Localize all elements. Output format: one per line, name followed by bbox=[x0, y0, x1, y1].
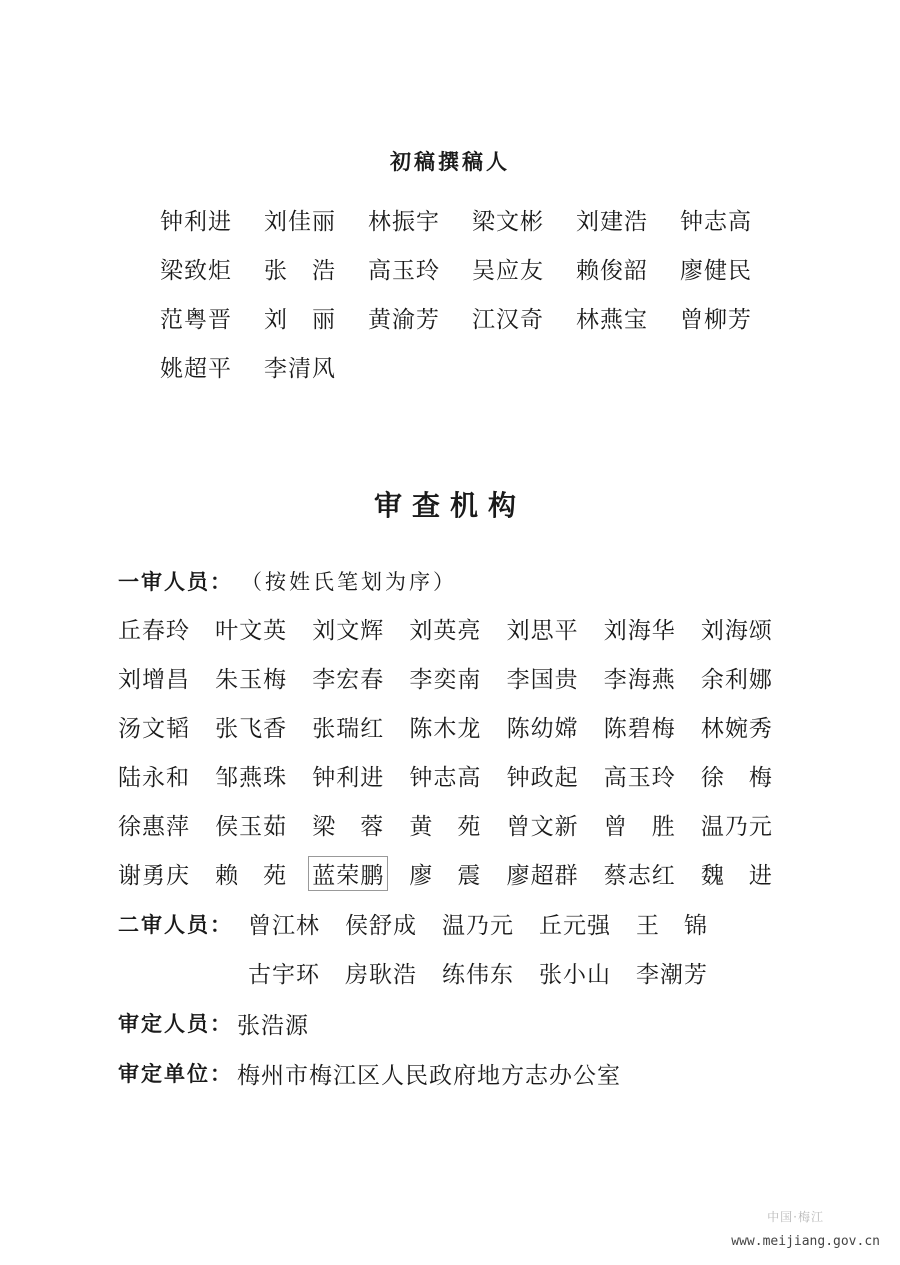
person-name: 李清风 bbox=[264, 356, 336, 382]
person-name: 林振宇 bbox=[368, 209, 440, 235]
second-review-name: 李潮芳 bbox=[636, 962, 708, 988]
second-review-name: 古宇环 bbox=[248, 962, 320, 988]
name-row bbox=[160, 244, 800, 293]
name-row bbox=[118, 702, 798, 751]
person-name: 陈木龙 bbox=[409, 716, 482, 742]
first-review-list bbox=[118, 604, 798, 898]
person-name: 温乃元 bbox=[700, 814, 773, 840]
name-row bbox=[160, 293, 800, 342]
person-name: 曾文新 bbox=[506, 814, 579, 840]
first-review-header bbox=[118, 563, 457, 599]
person-name: 钟政起 bbox=[506, 765, 579, 791]
person-name: 陈幼嫦 bbox=[506, 716, 579, 742]
second-review-name: 练伟东 bbox=[442, 962, 514, 988]
name-row bbox=[118, 800, 798, 849]
person-name: 黄渝芳 bbox=[368, 307, 440, 333]
person-name: 廖超群 bbox=[506, 863, 579, 889]
person-name: 高玉玲 bbox=[603, 765, 676, 791]
footer-url: www.meijiang.gov.cn bbox=[731, 1234, 880, 1249]
person-name: 陆永和 bbox=[118, 765, 190, 791]
person-name: 朱玉梅 bbox=[215, 667, 288, 693]
person-name: 张瑞红 bbox=[312, 716, 385, 742]
second-review-name: 王 锦 bbox=[636, 913, 708, 939]
person-name: 梁 蓉 bbox=[312, 814, 385, 840]
person-name: 陈碧梅 bbox=[603, 716, 676, 742]
unit-label: 审定单位： bbox=[118, 1062, 233, 1086]
person-name: 高玉玲 bbox=[368, 258, 440, 284]
person-name: 江汉奇 bbox=[472, 307, 544, 333]
highlighted-name: 蓝荣鹏 bbox=[308, 856, 388, 891]
person-name: 钟利进 bbox=[160, 209, 232, 235]
person-name: 刘 丽 bbox=[264, 307, 336, 333]
person-name: 钟志高 bbox=[409, 765, 482, 791]
person-name: 曾柳芳 bbox=[680, 307, 752, 333]
person-name: 余利娜 bbox=[700, 667, 773, 693]
person-name: 李宏春 bbox=[312, 667, 385, 693]
second-review-name: 曾江林 bbox=[248, 913, 320, 939]
name-row bbox=[118, 751, 798, 800]
person-name: 赖俊韶 bbox=[576, 258, 648, 284]
person-name: 李海燕 bbox=[603, 667, 676, 693]
approver-label: 审定人员： bbox=[118, 1012, 233, 1036]
person-name: 张飞香 bbox=[215, 716, 288, 742]
review-heading: 审查机构 bbox=[373, 489, 526, 522]
footer-site-name: 中国·梅江 bbox=[767, 1210, 824, 1224]
person-name bbox=[312, 856, 409, 891]
first-review-note: （按姓氏笔划为序） bbox=[241, 570, 457, 594]
person-name: 梁文彬 bbox=[472, 209, 544, 235]
person-name: 范粤晋 bbox=[160, 307, 232, 333]
second-review-name: 侯舒成 bbox=[345, 913, 417, 939]
second-review-label: 二审人员： bbox=[118, 912, 233, 937]
drafters-heading: 初稿撰稿人 bbox=[390, 150, 510, 174]
person-name: 钟志高 bbox=[680, 209, 752, 235]
person-name: 李奕南 bbox=[409, 667, 482, 693]
name-row bbox=[160, 342, 800, 391]
person-name: 钟利进 bbox=[312, 765, 385, 791]
person-name: 刘海颂 bbox=[700, 618, 773, 644]
approver-row bbox=[118, 1003, 309, 1043]
person-name: 刘思平 bbox=[506, 618, 579, 644]
person-name: 梁致炬 bbox=[160, 258, 232, 284]
second-review-line-1 bbox=[118, 899, 733, 948]
person-name: 刘增昌 bbox=[118, 667, 190, 693]
person-name: 赖 苑 bbox=[215, 863, 288, 889]
person-name: 林婉秀 bbox=[700, 716, 773, 742]
second-review-name: 温乃元 bbox=[442, 913, 514, 939]
person-name: 汤文韬 bbox=[118, 716, 190, 742]
second-review-name: 张小山 bbox=[539, 962, 611, 988]
person-name: 李国贵 bbox=[506, 667, 579, 693]
unit-row bbox=[118, 1053, 621, 1093]
second-review-block bbox=[118, 899, 733, 997]
name-row bbox=[160, 195, 800, 244]
person-name: 刘佳丽 bbox=[264, 209, 336, 235]
person-name: 叶文英 bbox=[215, 618, 288, 644]
person-name: 丘春玲 bbox=[118, 618, 190, 644]
drafters-list bbox=[160, 195, 800, 391]
name-row bbox=[118, 849, 798, 898]
person-name: 刘海华 bbox=[603, 618, 676, 644]
unit-value: 梅州市梅江区人民政府地方志办公室 bbox=[237, 1062, 621, 1089]
person-name: 刘文辉 bbox=[312, 618, 385, 644]
person-name: 吴应友 bbox=[472, 258, 544, 284]
person-name: 刘建浩 bbox=[576, 209, 648, 235]
person-name: 徐 梅 bbox=[700, 765, 773, 791]
second-review-name: 丘元强 bbox=[539, 913, 611, 939]
first-review-label: 一审人员： bbox=[118, 570, 233, 594]
person-name: 曾 胜 bbox=[603, 814, 676, 840]
person-name: 廖健民 bbox=[680, 258, 752, 284]
person-name: 魏 进 bbox=[700, 863, 773, 889]
person-name: 廖 震 bbox=[409, 863, 482, 889]
approver-value: 张浩源 bbox=[237, 1012, 309, 1039]
second-review-line-2 bbox=[118, 948, 733, 997]
second-review-name: 房耿浩 bbox=[345, 962, 417, 988]
person-name: 徐惠萍 bbox=[118, 814, 190, 840]
person-name: 侯玉茹 bbox=[215, 814, 288, 840]
person-name: 张 浩 bbox=[264, 258, 336, 284]
name-row bbox=[118, 653, 798, 702]
name-row bbox=[118, 604, 798, 653]
person-name: 姚超平 bbox=[160, 356, 232, 382]
person-name: 黄 苑 bbox=[409, 814, 482, 840]
person-name: 谢勇庆 bbox=[118, 863, 190, 889]
person-name: 刘英亮 bbox=[409, 618, 482, 644]
person-name: 邹燕珠 bbox=[215, 765, 288, 791]
person-name: 蔡志红 bbox=[603, 863, 676, 889]
person-name: 林燕宝 bbox=[576, 307, 648, 333]
